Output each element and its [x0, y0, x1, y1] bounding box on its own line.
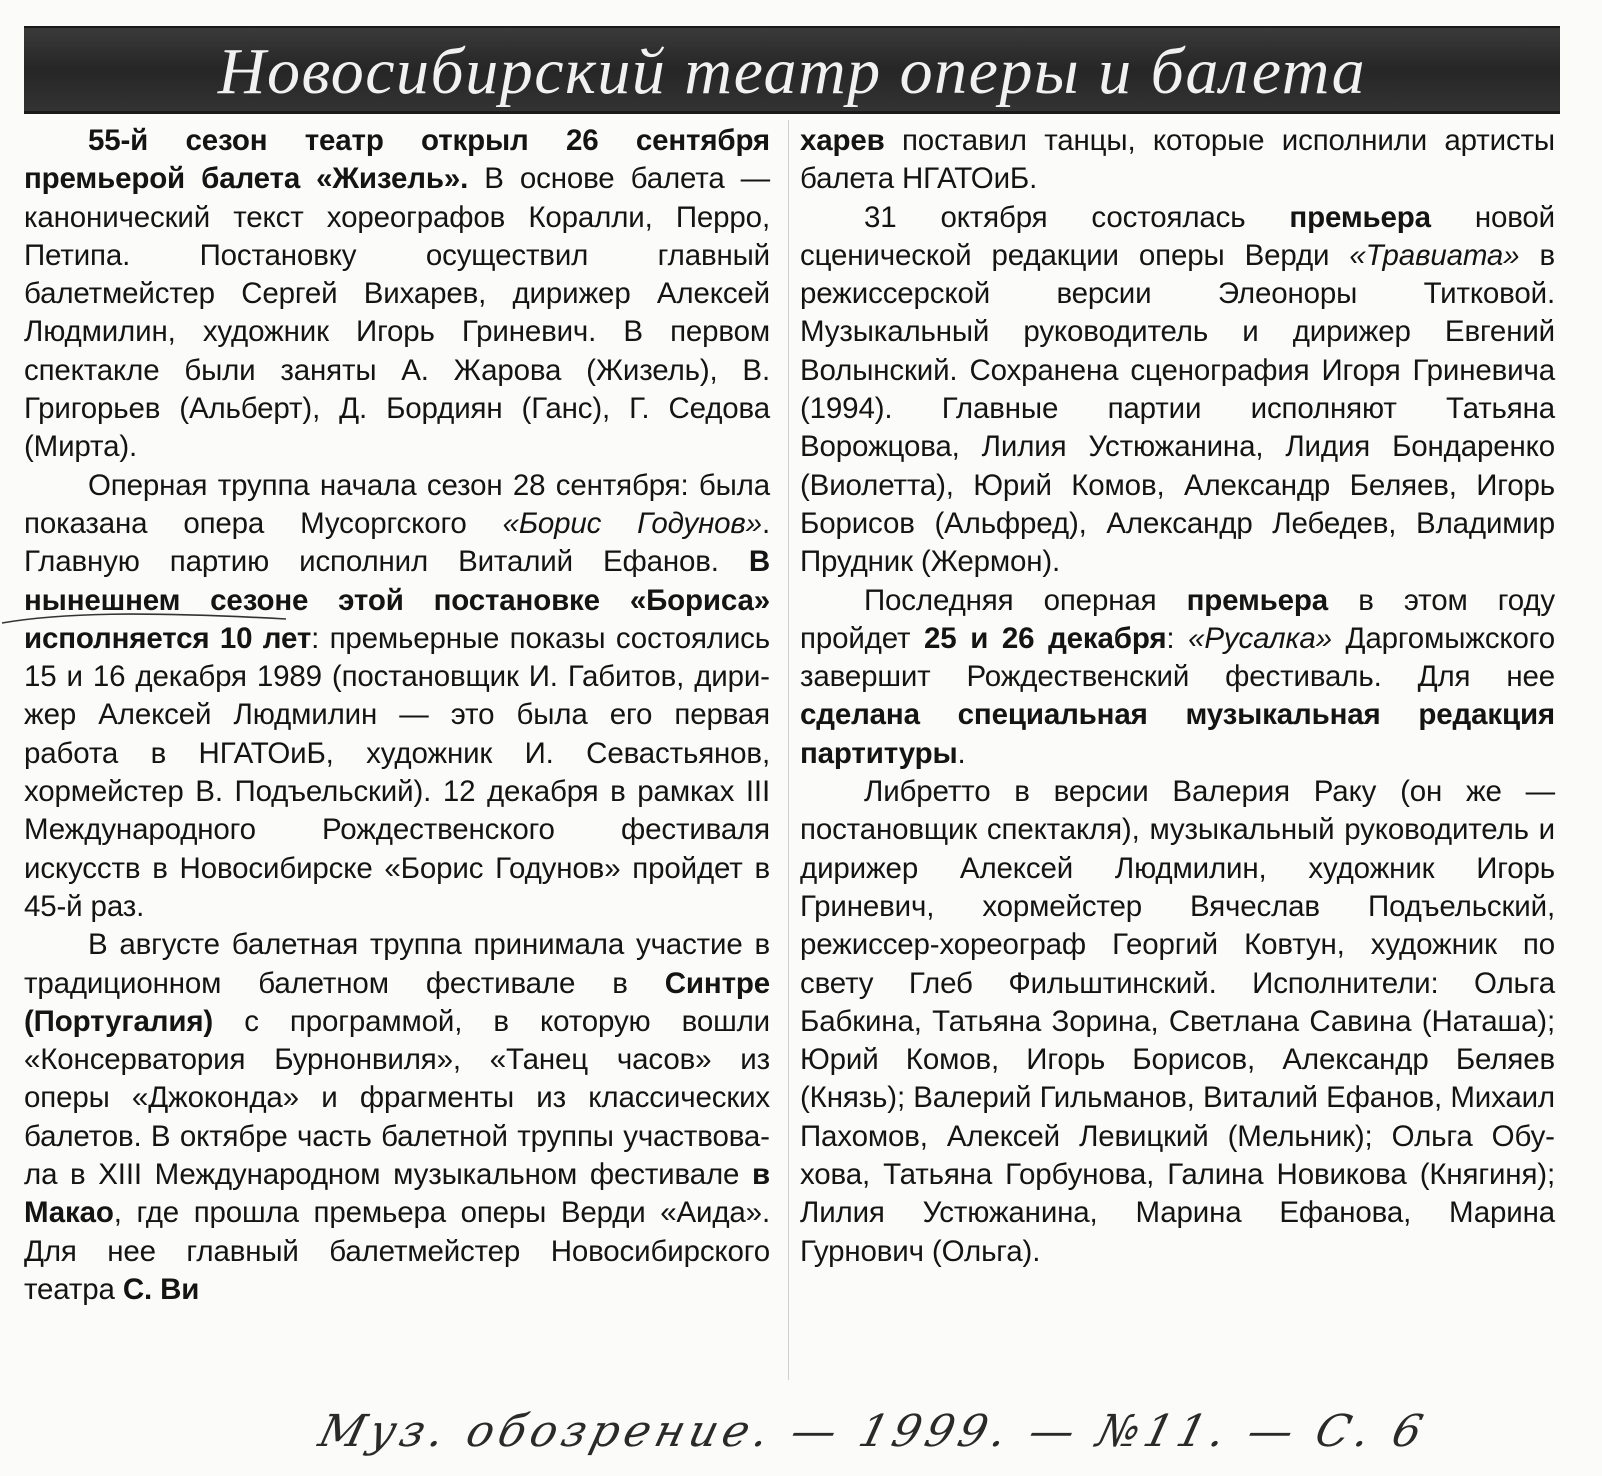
paragraph-text: В августе балетная труппа принимала участие в традиционном балетном фестивале в — [24, 928, 770, 1000]
paragraph-text: 31 октября состоялась — [864, 200, 1290, 234]
column-divider — [788, 120, 789, 1380]
paragraph-text: Оперная труппа начала сезон 28 сентября: была показана опера Мусоргского — [24, 468, 770, 540]
bold-phrase: Синтре (Португалия) — [24, 966, 770, 1038]
paragraph-season-opening — [24, 122, 770, 467]
paragraph-text: Последняя оперная — [864, 583, 1187, 617]
paragraph-text: в этом году пройдет — [800, 583, 1555, 655]
paragraph-continuation — [800, 122, 1555, 199]
paragraph-text: , где прошла премьера оперы Верди «Аида». Для нее главный балетмейстер Новосибирского театра — [24, 1196, 770, 1306]
headline-title: Новосибирский театр оперы и балета — [217, 35, 1367, 108]
italic-title: «Русалка» — [1188, 621, 1332, 655]
bold-phrase: 55-й сезон театр открыл 26 сентября премьерой балета «Жизель». — [24, 124, 770, 196]
bold-phrase: премьера — [1186, 583, 1329, 617]
bold-phrase: сделана специальная музыкальная редакция партитуры — [800, 698, 1555, 770]
left-column — [24, 122, 770, 1309]
paragraph-text: . — [957, 736, 966, 770]
paragraph-boris-godunov — [24, 467, 770, 927]
paragraph-text: : — [1166, 621, 1189, 655]
paragraph-traviata — [800, 199, 1555, 582]
bold-phrase: С. Ви — [122, 1272, 200, 1306]
pen-stroke-mark — [0, 605, 290, 635]
paragraph-text: поставил танцы, которые исполнили артисты балета НГАТОиБ. — [800, 124, 1555, 196]
bold-phrase: премьера — [1289, 200, 1431, 234]
right-column — [800, 122, 1555, 1271]
paragraph-text: в режиссерской версии Элеоноры Титковой. Музыкальный руководитель и дирижер Евгений Волынский. Сохранена сценография Игоря Гриневича (1994). Главные партии исполняют Татьяна Ворожцова, Лилия Устюжанина, Лидия Бондаренко (Виолетта), Юрий Комов, Александр Беляев, Игорь Борисов (Альфред), Александр Лебедев, Владимир Прудник (Жермон). — [800, 238, 1555, 579]
bold-phrase: В нынешнем сезоне этой постановке «Бориса» исполняется 10 лет — [24, 545, 770, 655]
paragraph-libretto-cast — [800, 773, 1555, 1271]
paragraph-text: . Главную партию исполнил Виталий Ефанов. — [24, 506, 770, 579]
paragraph-text: с программой, в которую вошли «Консерватория Бурнонвиля», «Танец часов» из оперы «Джоконда» и фрагменты из классических балетов. В октябре часть балетной труппы участвовала в XIII Международном музыкальном фестивале — [24, 1004, 770, 1192]
paragraph-text: Либретто в версии Валерия Раку (он же — постановщик спектакля), музыкальный руководитель и дирижер Алексей Людмилин, художник Игорь Гриневич, хормейстер Вячеслав Подъельский, режиссер-хореограф Георгий Ковтун, художник по свету Глеб Фильштинский. Исполнители: Ольга Бабкина, Татьяна Зорина, Светлана Савина (Наташа); Юрий Комов, Игорь Борисов, Александр Беляев (Князь); Валерий Гильманов, Виталий Ефанов, Михаил Пахомов, Алексей Левицкий (Мельник); Ольга Обухова, Татьяна Горбунова, Галина Новикова (Княгиня); Лилия Устюжанина, Марина Ефанова, Марина Гурнович (Ольга). — [800, 775, 1555, 1268]
bold-phrase: харев — [800, 124, 885, 157]
handwritten-source-note: Муз. обозрение. — 1999. — №11. — С. 6 — [313, 1406, 1433, 1457]
italic-title: «Борис Годунов» — [502, 506, 762, 540]
paragraph-text: В основе балета — канонический текст хореографов Коралли, Перро, Петипа. Постановку осуществил главный балетмейстер Сергей Вихарев, дирижер Алексей Людмилин, художник Игорь Гриневич. В первом спектакле были заняты А. Жарова (Жизель), В. Григорьев (Альберт), Д. Бордиян (Ганс), Г. Седова (Мирта). — [24, 162, 771, 464]
headline-banner — [24, 26, 1560, 114]
bold-phrase: в Макао — [24, 1158, 770, 1230]
italic-title: «Травиата» — [1349, 238, 1520, 272]
paragraph-ballet-tour — [24, 926, 770, 1309]
paragraph-rusalka — [800, 582, 1555, 773]
paragraph-text: : премьерные показы состоялись 15 и 16 декабря 1989 (постановщик И. Габитов, дирижер Алексей Людмилин — это была его первая работа в НГАТОиБ, художник И. Севастьянов, хормейстер В. Подъельский). 12 декабря в рамках III Международного Рождественского фестиваля искусств в Новосибирске «Борис Годунов» пройдет в 45-й раз. — [24, 621, 770, 923]
bold-phrase: 25 и 26 декабря — [924, 621, 1167, 655]
paragraph-text: новой сценической редакции оперы Верди — [800, 200, 1555, 272]
paragraph-text: Даргомыжского завершит Рождественский фестиваль. Для нее — [800, 621, 1555, 694]
